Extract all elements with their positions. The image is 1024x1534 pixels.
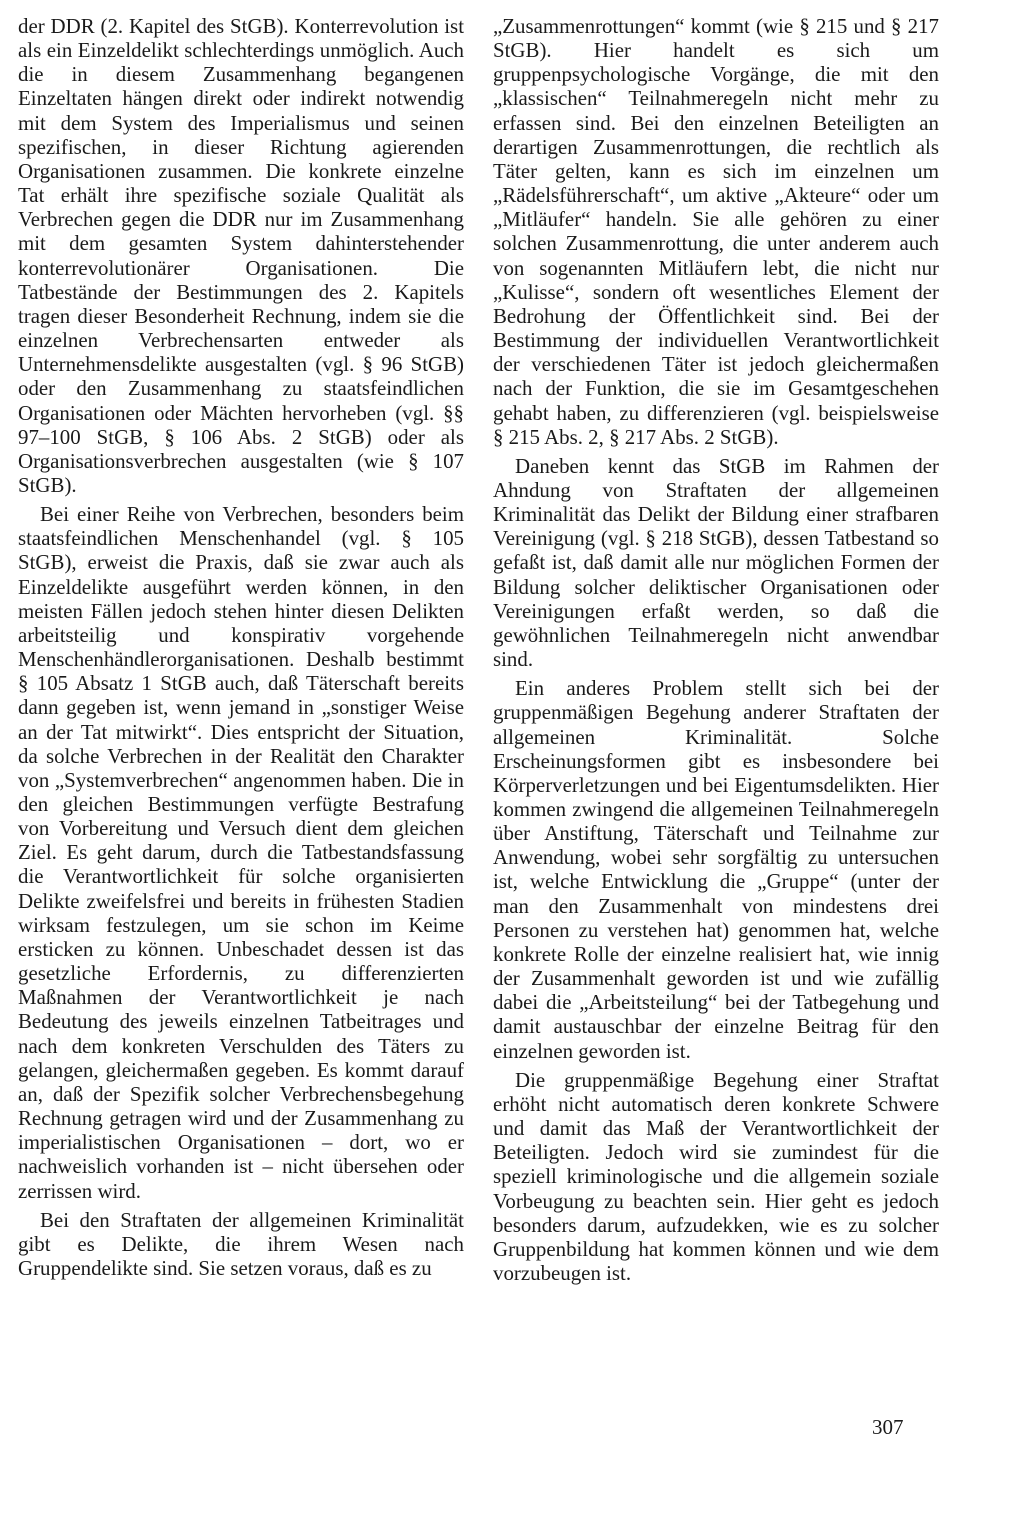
paragraph: „Zusammenrottungen“ kommt (wie § 215 und § 217 StGB). Hier handelt es sich um gruppenpsychologische Vorgänge, die mit den „klassischen“ Teilnahmeregeln nicht mehr zu erfassen sind. Bei den einzelnen Beteiligten an derartigen Zusammenrottungen, die rechtlich als Täter gelten, kann es sich im einzelnen um „Rädelsführerschaft“, um aktive „Akteure“ oder um „Mitläufer“ handeln. Sie alle gehören zu einer solchen Zusammenrottung, die unter anderem auch von sogenannten Mitläufern lebt, die nicht nur „Kulisse“, sondern oft wesentliches Element der Bedrohung der Öffentlichkeit sind. Bei der Bestimmung der individuellen Verantwortlichkeit der verschiedenen Täter ist jedoch gleichermaßen nach der Funktion, die sie im Gesamtgeschehen gehabt haben, zu differenzieren (vgl. beispielsweise § 215 Abs. 2, § 217 Abs. 2 StGB). bbox=[493, 14, 939, 449]
paragraph: Ein anderes Problem stellt sich bei der gruppenmäßigen Begehung anderer Straftaten der allgemeinen Kriminalität. Solche Erscheinungsformen gibt es insbesondere bei Körperverletzungen und bei Eigentumsdelikten. Hier kommen zwingend die allgemeinen Teilnahmeregeln über Anstiftung, Täterschaft und Teilnahme zur Anwendung, wobei sehr sorgfältig zu untersuchen ist, welche Entwicklung die „Gruppe“ (unter der man den Zusammenhalt von mindestens drei Personen zu verstehen hat) genommen hat, welche konkrete Rolle der einzelne realisiert hat, wie innig der Zusammenhalt geworden ist und wie zufällig dabei die „Arbeitsteilung“ bei der Tatbegehung und damit austauschbar der einzelne Beitrag für den einzelnen geworden ist. bbox=[493, 676, 939, 1063]
page-number: 307 bbox=[872, 1415, 904, 1439]
paragraph: Daneben kennt das StGB im Rahmen der Ahndung von Straftaten der allgemeinen Kriminalität das Delikt der Bildung einer strafbaren Vereinigung (vgl. § 218 StGB), dessen Tatbestand so gefaßt ist, daß damit alle nur möglichen Formen der Bildung solcher deliktischer Organisationen oder Vereinigungen erfaßt werden, so daß die gewöhnlichen Teilnahmeregeln nicht anwendbar sind. bbox=[493, 453, 939, 672]
paragraph: Bei einer Reihe von Verbrechen, besonders beim staatsfeindlichen Menschenhandel (vgl. § 105 StGB), erweist die Praxis, daß sie zwar auch als Einzeldelikte ausgeführt werden können, in den meisten Fällen jedoch stehen hinter diesen Delikten arbeitsteilig und konspirativ vorgehende Menschenhändlerorganisationen. Deshalb bestimmt § 105 Absatz 1 StGB auch, daß Täterschaft bereits dann gegeben ist, wenn jemand in „sonstiger Weise an der Tat mitwirkt“. Dies entspricht der Situation, da solche Verbrechen in der Realität den Charakter von „Systemverbrechen“ angenommen haben. Die in den gleichen Bestimmungen verfügte Bestrafung von Vorbereitung und Versuch dient dem gleichen Ziel. Es geht darum, durch die Tatbestandsfassung die Verantwortlichkeit für solche organisierten Delikte zweifelsfrei und bereits in frühesten Stadien wirksam festzulegen, um sie schon im Keime ersticken zu können. Unbeschadet dessen ist das gesetzliche Erfordernis, zu differenzierten Maßnahmen der Verantwortlichkeit je nach Bedeutung des jeweils einzelnen Tatbeitrages und nach dem konkreten Verschulden des Täters zu gelangen, gleichermaßen gegeben. Es kommt darauf an, daß der Spezifik solcher Verbrechensbegehung Rechnung getragen wird und der Zusammenhang zu imperialistischen Organisationen – dort, wo er nachweislich vorhanden ist – nicht übersehen oder zerrissen wird. bbox=[18, 502, 464, 1203]
paragraph: Bei den Straftaten der allgemeinen Kriminalität gibt es Delikte, die ihrem Wesen nach Gruppendelikte sind. Sie setzen voraus, daß es zu bbox=[18, 1207, 464, 1280]
paragraph: der DDR (2. Kapitel des StGB). Konterrevolution ist als ein Einzeldelikt schlechterdings unmöglich. Auch die in diesem Zusammenhang begangenen Einzeltaten hängen direkt oder indirekt notwendig mit dem System des Imperialismus und seinen spezifischen, in dieser Richtung agierenden Organisationen zusammen. Die konkrete einzelne Tat erhält ihre spezifische soziale Qualität als Verbrechen gegen die DDR nur im Zusammenhang mit dem gesamten System dahinterstehender konterrevolutionärer Organisationen. Die Tatbestände der Bestimmungen des 2. Kapitels tragen dieser Besonderheit Rechnung, indem sie die einzelnen Verbrechensarten entweder als Unternehmensdelikte ausgestalten (vgl. § 96 StGB) oder den Zusammenhang zu staatsfeindlichen Organisationen oder Mächten hervorheben (vgl. §§ 97–100 StGB, § 106 Abs. 2 StGB) oder als Organisationsverbrechen ausgestalten (wie § 107 StGB). bbox=[18, 14, 464, 497]
right-column bbox=[493, 14, 939, 1285]
paragraph: Die gruppenmäßige Begehung einer Straftat erhöht nicht automatisch deren konkrete Schwere und damit das Maß der Verantwortlichkeit der Beteiligten. Jedoch wird sie zumindest für die speziell kriminologische und die allgemein soziale Vorbeugung zu beachten sein. Hier geht es jedoch besonders darum, aufzudekken, wie es zu solcher Gruppenbildung hat kommen können und wie dem vorzubeugen ist. bbox=[493, 1067, 939, 1285]
left-column bbox=[18, 14, 464, 1280]
